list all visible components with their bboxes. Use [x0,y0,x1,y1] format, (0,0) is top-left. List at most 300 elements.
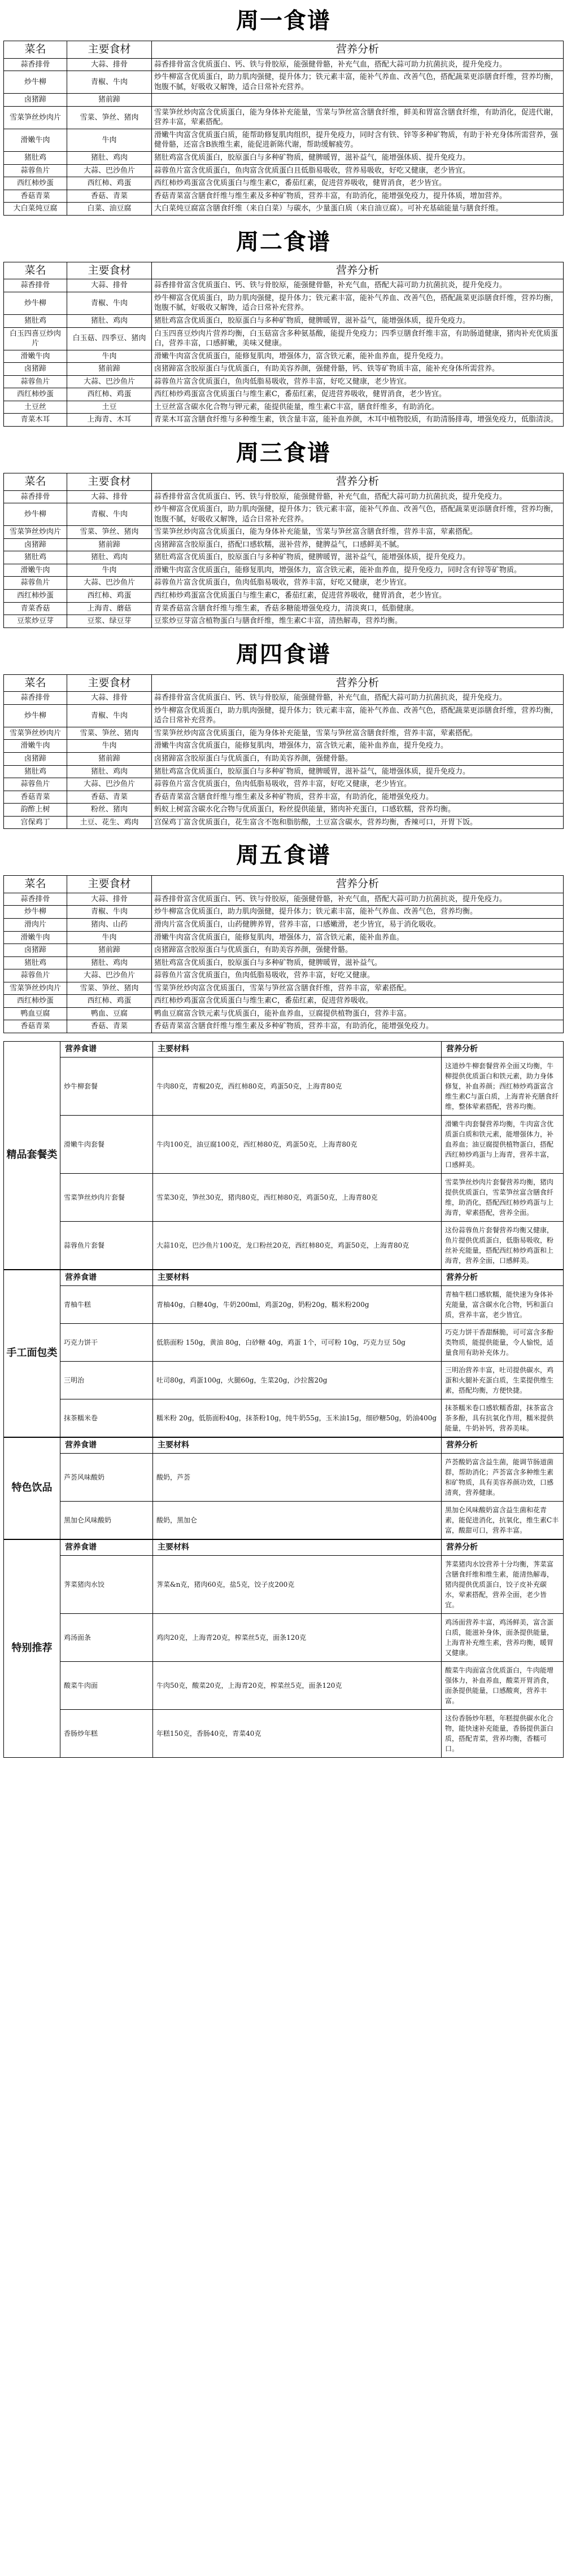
dish-analysis: 滑嫩牛肉富含优质蛋白，能修复肌肉，增强体力，富含铁元素，能补血养血，提升免疫力，同时含有锌等矿物质。 [152,564,564,577]
dish-analysis: 西红柿炒鸡蛋富含优质蛋白与维生素C，番茄红素，促进营养吸收，健胃消食，老少皆宜。 [152,388,564,401]
week-title: 周三食谱 [236,439,331,466]
analysis-header: 营养分析 [442,1437,564,1453]
dish-name: 卤猪蹄 [4,363,67,376]
dish-name: 炒牛柳 [4,71,67,94]
dish-name: 白玉四喜豆炒肉片 [4,327,67,350]
dish-ingredients: 上海青、木耳 [67,414,152,427]
menu-row [4,71,564,94]
section-category: 特别推荐 [4,1539,60,1757]
section-category: 手工面包类 [4,1270,60,1437]
dish-analysis: 蒜香排骨富含优质蛋白、钙、铁与骨胶原，能强健骨骼，补充气血，搭配大蒜可助力抗菌抗炎，提升免疫力。 [152,692,564,705]
dish-name: 鸭血豆腐 [4,1007,67,1020]
menu-row [4,401,564,414]
menu-row [4,58,564,71]
dish-name: 卤猪蹄 [4,538,67,551]
dish-ingredients: 猪肚、鸡肉 [67,152,152,165]
analysis-header: 营养分析 [152,674,564,692]
menu-row [4,1020,564,1033]
dish-name: 蒜蓉鱼片 [4,164,67,177]
menu-row [4,982,564,995]
dish-name: 宫保鸡丁 [4,816,67,829]
dish-name: 雪菜笋丝炒肉片 [4,982,67,995]
dish-ingredients: 大蒜、排骨 [67,692,152,705]
recipe-materials: 吐司80g，鸡蛋100g，火腿60g，生菜20g，沙拉酱20g [153,1361,442,1399]
dish-name: 炒牛柳 [4,292,67,314]
menu-row [4,363,564,376]
menu-row [4,944,564,957]
recipe-analysis: 滑嫩牛肉套餐营养均衡，牛肉富含优质蛋白质和铁元素，能增强体力，补血养血；油豆腐提供植物蛋白，搭配西红柿炒鸡蛋与上海青，营养丰富，口感鲜美。 [442,1115,564,1173]
dish-ingredients: 猪前蹄 [67,944,152,957]
dish-ingredients: 粉丝、猪肉 [67,804,152,817]
dish-name: 蒜蓉鱼片 [4,969,67,982]
dish-ingredients: 雪菜、笋丝、猪肉 [67,982,152,995]
week-title: 周四食谱 [236,640,331,668]
dish-ingredients: 青椒、牛肉 [67,906,152,919]
dish-ingredients: 青椒、牛肉 [67,503,152,526]
dish-analysis [152,94,564,107]
dish-ingredients: 猪肚、鸡肉 [67,765,152,778]
section-row [4,1709,564,1757]
dish-name: 韵酢上树 [4,804,67,817]
menu-row [4,602,564,615]
dish-analysis: 蒜香排骨富含优质蛋白、钙、铁与骨胶原，能强健骨骼，补充气血，搭配大蒜可助力抗菌抗炎，提升免疫力。 [152,893,564,906]
dish-name: 大白菜炖豆腐 [4,203,67,216]
recipe-name: 芦荟风味酸奶 [60,1453,153,1501]
dish-ingredients: 牛肉 [67,564,152,577]
menu-table [3,473,564,628]
menu-row [4,490,564,503]
recipe-name: 黑加仑风味酸奶 [60,1501,153,1539]
dish-ingredients: 鸭血、豆腐 [67,1007,152,1020]
dish-ingredients: 豆浆、绿豆芽 [67,615,152,628]
dish-ingredients: 猪前蹄 [67,538,152,551]
dish-name: 炒牛柳 [4,704,67,727]
section-table [3,1539,564,1758]
dish-name: 猪肚鸡 [4,956,67,969]
menu-row [4,577,564,590]
dish-ingredients: 牛肉 [67,129,152,151]
dish-name: 香菇青菜 [4,791,67,804]
dish-analysis: 猪肚鸡富含优质蛋白，胶原蛋白与多种矿物质，健脾暖胃，滋补益气，能增强体质，提升免疫力。 [152,315,564,328]
section-row [4,1361,564,1399]
menu-row [4,893,564,906]
dish-name: 滑嫩牛肉 [4,564,67,577]
menu-row [4,375,564,388]
menu-row [4,203,564,216]
menu-row [4,1007,564,1020]
menu-row [4,692,564,705]
dish-ingredients: 香菇、青菜 [67,190,152,203]
dish-name: 蒜香排骨 [4,893,67,906]
analysis-header: 营养分析 [152,876,564,893]
recipe-name: 抹茶糯米卷 [60,1399,153,1437]
dish-name: 滑肉片 [4,919,67,932]
recipe-header: 营养食谱 [60,1437,153,1453]
menu-row [4,906,564,919]
dish-analysis: 土豆丝富含碳水化合物与钾元素，能提供能量，维生素C丰富，膳食纤维多，有助消化。 [152,401,564,414]
menu-row [4,551,564,564]
menu-row [4,94,564,107]
dish-header: 菜名 [4,473,67,490]
dish-analysis: 滑嫩牛肉富含优质蛋白，能修复肌肉，增强体力，富含铁元素，能补血养血，提升免疫力。 [152,350,564,363]
dish-ingredients: 土豆、花生、鸡肉 [67,816,152,829]
dish-analysis: 猪肚鸡富含优质蛋白，胶原蛋白与多种矿物质，健脾暖胃，滋补益气，能增强体质、提升免疫力。 [152,152,564,165]
dish-ingredients: 牛肉 [67,740,152,753]
dish-analysis: 滑嫩牛肉富含优质蛋白质，能帮助修复肌肉组织，提升免疫力，同时含有铁、锌等多种矿物质，有助于补充身体所需营养，强健骨骼，还富含B族维生素，能促进新陈代谢，帮助缓解疲劳。 [152,129,564,151]
recipe-materials: 牛肉80克，青椒20克，西红柿80克，鸡蛋50克，上海青80克 [153,1057,442,1115]
recipe-name: 滑嫩牛肉套餐 [60,1115,153,1173]
recipe-name: 雪菜笋丝炒肉片套餐 [60,1173,153,1221]
dish-name: 雪菜笋丝炒肉片 [4,106,67,129]
recipe-name: 蒜蓉鱼片套餐 [60,1221,153,1269]
ingredients-header: 主要食材 [67,473,152,490]
dish-analysis: 猪肚鸡富含优质蛋白，胶原蛋白与多种矿物质，健脾暖胃，滋补益气。 [152,956,564,969]
section-header-row [4,1041,564,1057]
material-header: 主要材料 [153,1041,442,1057]
dish-analysis: 卤猪蹄富含胶原蛋白与优质蛋白，有助美容养颜，强健骨骼。 [152,752,564,765]
section-row [4,1323,564,1361]
dish-name: 土豆丝 [4,401,67,414]
recipe-analysis: 黑加仑风味酸奶富含益生菌和花青素，能促进消化，抗氧化，维生素C丰富，酸甜可口，营养丰富。 [442,1501,564,1539]
menu-row [4,919,564,932]
dish-analysis: 白玉四喜豆炒肉片营养均衡，白玉菇富含多种氨基酸，能提升免疫力；四季豆膳食纤维丰富，有助肠道健康，猪肉补充优质蛋白，营养丰富，口感鲜嫩，美味又健康。 [152,327,564,350]
menu-header-row [4,473,564,490]
dish-ingredients: 牛肉 [67,931,152,944]
menu-row [4,503,564,526]
menu-table [3,674,564,830]
week-menu [3,223,564,427]
menu-header-row [4,674,564,692]
ingredients-header: 主要食材 [67,262,152,279]
dish-ingredients: 大蒜、排骨 [67,490,152,503]
analysis-header: 营养分析 [152,262,564,279]
recipe-header: 营养食谱 [60,1041,153,1057]
dish-name: 雪菜笋丝炒肉片 [4,727,67,740]
dish-name: 蒜蓉鱼片 [4,577,67,590]
dish-name: 蒜香排骨 [4,279,67,292]
dish-analysis: 雪菜笋丝炒肉富含优质蛋白，雪菜与笋丝富含膳食纤维，营养丰富，荤素搭配。 [152,982,564,995]
week-menu [3,636,564,830]
menu-header-row [4,262,564,279]
menu-row [4,704,564,727]
dish-analysis: 香菇青菜富含膳食纤维与维生素及多种矿物质，营养丰富，有助消化，能增强免疫力，提升体质，增加营养。 [152,190,564,203]
recipe-materials: 年糕150克，香肠40克，青菜40克 [153,1709,442,1757]
menu-row [4,791,564,804]
dish-analysis: 西红柿炒鸡蛋富含优质蛋白与维生素C，番茄红素，促进营养吸收。 [152,995,564,1008]
dish-analysis: 大白菜炖豆腐富含膳食纤维（来自白菜）与碳水，少量蛋白质（来自油豆腐）。可补充基础能量与膳食纤维。 [152,203,564,216]
menu-row [4,564,564,577]
recipe-analysis: 抹茶糯米卷口感软糯香甜，抹茶富含茶多酚，具有抗氧化作用，糯米提供能量，牛奶补钙，营养美味。 [442,1399,564,1437]
dish-analysis: 猪肚鸡富含优质蛋白，胶原蛋白与多种矿物质，健脾暖胃，滋补益气，能增强体质，提升免疫力。 [152,765,564,778]
menu-row [4,129,564,151]
section-category: 精品套餐类 [4,1041,60,1269]
week-title: 周二食谱 [236,228,331,255]
dish-analysis: 青菜香菇富含膳食纤维与维生素，香菇多糖能增强免疫力，清淡爽口，低脂健康。 [152,602,564,615]
section-table [3,1270,564,1437]
recipe-materials: 酸奶，芦荟 [153,1453,442,1501]
dish-ingredients: 猪前蹄 [67,94,152,107]
dish-name: 西红柿炒蛋 [4,995,67,1008]
dish-analysis: 猪肚鸡富含优质蛋白，胶原蛋白与多种矿物质，健脾暖胃，滋补益气，能增强体质，提升免疫力。 [152,551,564,564]
section-header-row [4,1539,564,1555]
recipe-materials: 鸡肉20克，上海青20克，榨菜丝5克，面条120克 [153,1613,442,1661]
dish-analysis: 香菇青菜富含膳食纤维与维生素及多种矿物质，营养丰富，有助消化，能增强免疫力。 [152,1020,564,1033]
dish-ingredients: 大蒜、巴沙鱼片 [67,375,152,388]
recipe-name: 炒牛柳套餐 [60,1057,153,1115]
dish-analysis: 雪菜笋丝炒肉富含优质蛋白，能为身体补充能量，雪菜与笋丝富含膳食纤维，营养丰富，荤素搭配。 [152,526,564,539]
dish-ingredients: 大蒜、排骨 [67,893,152,906]
dish-name: 猪肚鸡 [4,315,67,328]
dish-analysis: 滑嫩牛肉富含优质蛋白，能修复肌肉，增强体力，富含铁元素，能补血养血。 [152,931,564,944]
menu-row [4,106,564,129]
dish-ingredients: 青椒、牛肉 [67,292,152,314]
week-menu [3,2,564,216]
dish-ingredients: 大蒜、巴沙鱼片 [67,577,152,590]
recipe-header: 营养食谱 [60,1270,153,1285]
menu-row [4,765,564,778]
dish-analysis: 炒牛柳富含优质蛋白，助力肌肉强健，提升体力；铁元素丰富，能补气养血、改善气色，营养均衡。 [152,906,564,919]
menu-row [4,804,564,817]
analysis-header: 营养分析 [442,1270,564,1285]
analysis-header: 营养分析 [152,473,564,490]
recipe-name: 香肠炒年糕 [60,1709,153,1757]
menu-row [4,816,564,829]
menu-row [4,414,564,427]
dish-ingredients: 西红柿、鸡蛋 [67,589,152,602]
menu-row [4,279,564,292]
menu-row [4,152,564,165]
menu-row [4,327,564,350]
dish-header: 菜名 [4,674,67,692]
recipe-analysis: 这份香肠炒年糕，年糕提供碳水化合物，能快速补充能量，香肠提供蛋白质，搭配青菜，营养均衡，香糯可口。 [442,1709,564,1757]
dish-ingredients: 西红柿、鸡蛋 [67,995,152,1008]
material-header: 主要材料 [153,1270,442,1285]
recipe-materials: 青柚40g，白糖40g，牛奶200ml，鸡蛋20g，奶粉20g，糯米粉200g [153,1285,442,1323]
dish-analysis: 炒牛柳富含优质蛋白，助力肌肉强健，提升体力；铁元素丰富，能补气养血、改善气色，搭配蔬菜更添膳食纤维，营养均衡，适合日常补充营养。 [152,704,564,727]
dish-name: 滑嫩牛肉 [4,931,67,944]
special-sections [3,1041,564,1758]
dish-analysis: 炒牛柳富含优质蛋白，助力肌肉强健，提升体力；铁元素丰富，能补气养血、改善气色，搭配蔬菜更添膳食纤维，营养均衡，饱腹不腻，好吸收又解馋，适合日常补充营养。 [152,71,564,94]
section-row [4,1399,564,1437]
ingredients-header: 主要食材 [67,41,152,59]
menu-header-row [4,41,564,59]
dish-analysis: 蒜香排骨富含优质蛋白、钙、铁与骨胶原，能强健骨骼，补充气血，搭配大蒜可助力抗菌抗炎，提升免疫力。 [152,490,564,503]
dish-ingredients: 大蒜、排骨 [67,279,152,292]
dish-name: 蒜香排骨 [4,490,67,503]
recipe-materials: 牛肉50克，酸菜20克，上海青20克，榨菜丝5克，面条120克 [153,1661,442,1709]
menu-row [4,538,564,551]
menu-row [4,740,564,753]
section-row [4,1173,564,1221]
dish-ingredients: 西红柿、鸡蛋 [67,388,152,401]
recipe-name: 三明治 [60,1361,153,1399]
recipe-name: 青柚牛糕 [60,1285,153,1323]
dish-analysis: 西红柿炒鸡蛋富含优质蛋白与维生素C，番茄红素，促进营养吸收，健胃消食，老少皆宜。 [152,177,564,190]
week-menu [3,837,564,1033]
menu-row [4,615,564,628]
recipe-name: 巧克力饼干 [60,1323,153,1361]
recipe-name: 酸菜牛肉面 [60,1661,153,1709]
section-row [4,1555,564,1613]
ingredients-header: 主要食材 [67,876,152,893]
section-table [3,1437,564,1539]
dish-ingredients: 猪肚、鸡肉 [67,551,152,564]
menu-row [4,190,564,203]
dish-name: 香菇青菜 [4,1020,67,1033]
dish-ingredients: 大蒜、巴沙鱼片 [67,969,152,982]
dish-ingredients: 青椒、牛肉 [67,704,152,727]
recipe-materials: 牛肉100克，油豆腐100克，西红柿80克，鸡蛋50克，上海青80克 [153,1115,442,1173]
dish-name: 炒牛柳 [4,906,67,919]
dish-ingredients: 雪菜、笋丝、猪肉 [67,106,152,129]
material-header: 主要材料 [153,1539,442,1555]
dish-analysis: 蒜蓉鱼片富含优质蛋白，鱼肉低脂易吸收，营养丰富，好吃又健康，老少皆宜。 [152,375,564,388]
material-header: 主要材料 [153,1437,442,1453]
section-row [4,1057,564,1115]
dish-analysis: 宫保鸡丁富含优质蛋白，花生富含不饱和脂肪酸，土豆富含碳水，营养均衡，香辣可口，开胃下饭。 [152,816,564,829]
week-menu [3,435,564,628]
dish-ingredients: 大蒜、排骨 [67,58,152,71]
dish-name: 蒜蓉鱼片 [4,375,67,388]
recipe-name: 荠菜猪肉水饺 [60,1555,153,1613]
recipe-analysis: 鸡汤面营养丰富，鸡汤鲜美，富含蛋白质，能滋补身体，面条提供能量，上海青补充维生素，营养均衡，暖胃又健康。 [442,1613,564,1661]
section-category: 特色饮品 [4,1437,60,1539]
dish-name: 蒜蓉鱼片 [4,778,67,791]
recipe-materials: 酸奶，黑加仑 [153,1501,442,1539]
dish-analysis: 卤猪蹄富含胶原蛋白与优质蛋白，有助美容养颜，强健骨骼。 [152,944,564,957]
recipe-analysis: 荠菜猪肉水饺营养十分均衡，荠菜富含膳食纤维和维生素，能清热解毒，猪肉提供优质蛋白，饺子皮补充碳水，荤素搭配，营养全面，老少皆宜。 [442,1555,564,1613]
menu-table [3,262,564,427]
menu-row [4,931,564,944]
dish-analysis: 西红柿炒鸡蛋富含优质蛋白与维生素C，番茄红素，促进营养吸收，健胃消食，老少皆宜。 [152,589,564,602]
recipe-analysis: 这份蒜蓉鱼片套餐营养均衡又健康，鱼片提供优质蛋白，低脂易吸收，粉丝补充能量，搭配西红柿炒鸡蛋和上海青，营养全面，口感鲜美。 [442,1221,564,1269]
dish-name: 蒜香排骨 [4,58,67,71]
section-row [4,1501,564,1539]
dish-name: 雪菜笋丝炒肉片 [4,526,67,539]
dish-analysis: 滑肉片富含优质蛋白，山药健脾养胃，营养丰富，口感嫩滑，老少皆宜，易于消化吸收。 [152,919,564,932]
dish-ingredients: 猪肚、鸡肉 [67,315,152,328]
dish-ingredients: 猪肚、鸡肉 [67,956,152,969]
dish-name: 猪肚鸡 [4,152,67,165]
menu-row [4,526,564,539]
menu-row [4,388,564,401]
dish-analysis: 蒜蓉鱼片富含优质蛋白，鱼肉富含优质蛋白且低脂易吸收，营养易吸收，好吃又健康，老少皆宜。 [152,164,564,177]
recipe-name: 鸡汤面条 [60,1613,153,1661]
dish-ingredients: 大蒜、巴沙鱼片 [67,778,152,791]
dish-ingredients: 上海青、蘑菇 [67,602,152,615]
dish-ingredients: 牛肉 [67,350,152,363]
menu-table [3,41,564,216]
dish-analysis: 豆浆炒豆芽富含植物蛋白与膳食纤维，维生素C丰富，清热解毒，营养均衡。 [152,615,564,628]
recipe-materials: 荠菜&n克，猪肉60克，盐5克，饺子皮200克 [153,1555,442,1613]
dish-name: 炒牛柳 [4,503,67,526]
recipe-analysis: 酸菜牛肉面富含优质蛋白，牛肉能增强体力，补血养血，酸菜开胃消食，面条提供能量，口感酸爽，营养丰富。 [442,1661,564,1709]
dish-ingredients: 香菇、青菜 [67,1020,152,1033]
dish-name: 猪肚鸡 [4,765,67,778]
menu-row [4,292,564,314]
menu-row [4,995,564,1008]
dish-analysis: 蒜蓉鱼片富含优质蛋白，鱼肉低脂易吸收，营养丰富，好吃又健康，老少皆宜。 [152,778,564,791]
section-header-row [4,1437,564,1453]
dish-ingredients: 白玉菇、四季豆、猪肉 [67,327,152,350]
dish-analysis: 蚂蚁上树富含碳水化合物与优质蛋白，粉丝提供能量，猪肉补充蛋白，口感软糯，营养均衡。 [152,804,564,817]
dish-name: 滑嫩牛肉 [4,350,67,363]
menu-row [4,778,564,791]
dish-ingredients: 猪肉、山药 [67,919,152,932]
menu-row [4,956,564,969]
recipe-materials: 糯米粉 20g，低筋面粉40g，抹茶粉10g，纯牛奶55g，玉米油15g，细砂糖50g，奶油400g [153,1399,442,1437]
recipe-materials: 雪菜30克，笋丝30克，猪肉80克，西红柿80克，鸡蛋50克，上海青80克 [153,1173,442,1221]
dish-header: 菜名 [4,41,67,59]
dish-analysis: 青菜木耳富含膳食纤维与多种维生素，铁含量丰富，能补血养颜，木耳中植物胶质，有助清肠排毒，增强免疫力，低脂清淡。 [152,414,564,427]
menu-header-row [4,876,564,893]
menu-row [4,727,564,740]
dish-ingredients: 白菜、油豆腐 [67,203,152,216]
dish-name: 豆浆炒豆芽 [4,615,67,628]
recipe-materials: 大蒜10克，巴沙鱼片100克，龙口粉丝20克，西红柿80克，鸡蛋50克，上海青80克 [153,1221,442,1269]
week-title: 周五食谱 [236,842,331,869]
dish-analysis: 蒜香排骨富含优质蛋白、钙、铁与骨胶原，能强健骨骼，补充气血，搭配大蒜可助力抗菌抗炎，提升免疫力。 [152,279,564,292]
recipe-analysis: 青柚牛糕口感软糯，能快速为身体补充能量，富含碳水化合物，钙和蛋白质，营养丰富，老少皆宜。 [442,1285,564,1323]
dish-analysis: 鸭血豆腐富含铁元素与优质蛋白，能补血养血，豆腐提供植物蛋白，营养丰富。 [152,1007,564,1020]
dish-ingredients: 青椒、牛肉 [67,71,152,94]
dish-ingredients: 土豆 [67,401,152,414]
section-row [4,1453,564,1501]
recipe-analysis: 雪菜笋丝炒肉片套餐营养均衡，猪肉提供优质蛋白，雪菜笋丝富含膳食纤维，助消化，搭配西红柿炒鸡蛋与上海青，荤素搭配，营养全面。 [442,1173,564,1221]
dish-name: 蒜香排骨 [4,692,67,705]
dish-name: 滑嫩牛肉 [4,129,67,151]
dish-analysis: 炒牛柳富含优质蛋白，助力肌肉强健，提升体力；铁元素丰富，能补气养血、改善气色，搭配蔬菜更添膳食纤维，营养均衡，饱腹不腻，好吸收又解馋，适合日常补充营养。 [152,292,564,314]
section-table [3,1041,564,1270]
recipe-analysis: 这道炒牛柳套餐营养全面又均衡，牛柳提供优质蛋白和铁元素，助力身体修复，补血养颜；西红柿炒鸡蛋富含维生素C与蛋白质，上海青补充膳食纤维，整体荤素搭配，营养均衡。 [442,1057,564,1115]
dish-analysis: 蒜香排骨富含优质蛋白、钙、铁与骨胶原，能强健骨骼，补充气血，搭配大蒜可助力抗菌抗炎，提升免疫力。 [152,58,564,71]
analysis-header: 营养分析 [442,1539,564,1555]
dish-name: 香菇青菜 [4,190,67,203]
section-row [4,1221,564,1269]
ingredients-header: 主要食材 [67,674,152,692]
dish-name: 卤猪蹄 [4,944,67,957]
menu-row [4,177,564,190]
menu-table [3,875,564,1033]
recipe-header: 营养食谱 [60,1539,153,1555]
section-header-row [4,1270,564,1285]
dish-header: 菜名 [4,262,67,279]
dish-name: 西红柿炒蛋 [4,589,67,602]
recipe-analysis: 芦荟酸奶富含益生菌，能调节肠道菌群，帮助消化；芦荟富含多种维生素和矿物质，具有美容养颜功效，口感清爽，营养健康。 [442,1453,564,1501]
menu-row [4,350,564,363]
dish-name: 西红柿炒蛋 [4,177,67,190]
recipe-analysis: 三明治营养丰富，吐司提供碳水，鸡蛋和火腿补充蛋白质，生菜提供维生素，搭配均衡，方便快捷。 [442,1361,564,1399]
dish-ingredients: 猪前蹄 [67,363,152,376]
weekly-menus [3,2,564,1033]
dish-analysis: 蒜蓉鱼片富含优质蛋白，鱼肉低脂易吸收，营养丰富，好吃又健康。 [152,969,564,982]
section-row [4,1661,564,1709]
dish-name: 滑嫩牛肉 [4,740,67,753]
recipe-materials: 低筋面粉 150g，黄油 80g，白砂糖 40g，鸡蛋 1个，可可粉 10g，巧克力豆 50g [153,1323,442,1361]
dish-ingredients: 香菇、青菜 [67,791,152,804]
menu-row [4,752,564,765]
dish-name: 青菜香菇 [4,602,67,615]
dish-analysis: 炒牛柳富含优质蛋白，助力肌肉强健，提升体力；铁元素丰富，能补气养血、改善气色，搭配蔬菜更添膳食纤维，营养均衡，饱腹不腻，好吸收又解馋，适合日常补充营养。 [152,503,564,526]
dish-ingredients: 猪前蹄 [67,752,152,765]
menu-row [4,589,564,602]
dish-ingredients: 大蒜、巴沙鱼片 [67,164,152,177]
section-row [4,1115,564,1173]
dish-analysis: 滑嫩牛肉富含优质蛋白，能修复肌肉，增强体力，富含铁元素，能补血养血，提升免疫力。 [152,740,564,753]
dish-ingredients: 雪菜、笋丝、猪肉 [67,727,152,740]
dish-ingredients: 西红柿、鸡蛋 [67,177,152,190]
analysis-header: 营养分析 [442,1041,564,1057]
